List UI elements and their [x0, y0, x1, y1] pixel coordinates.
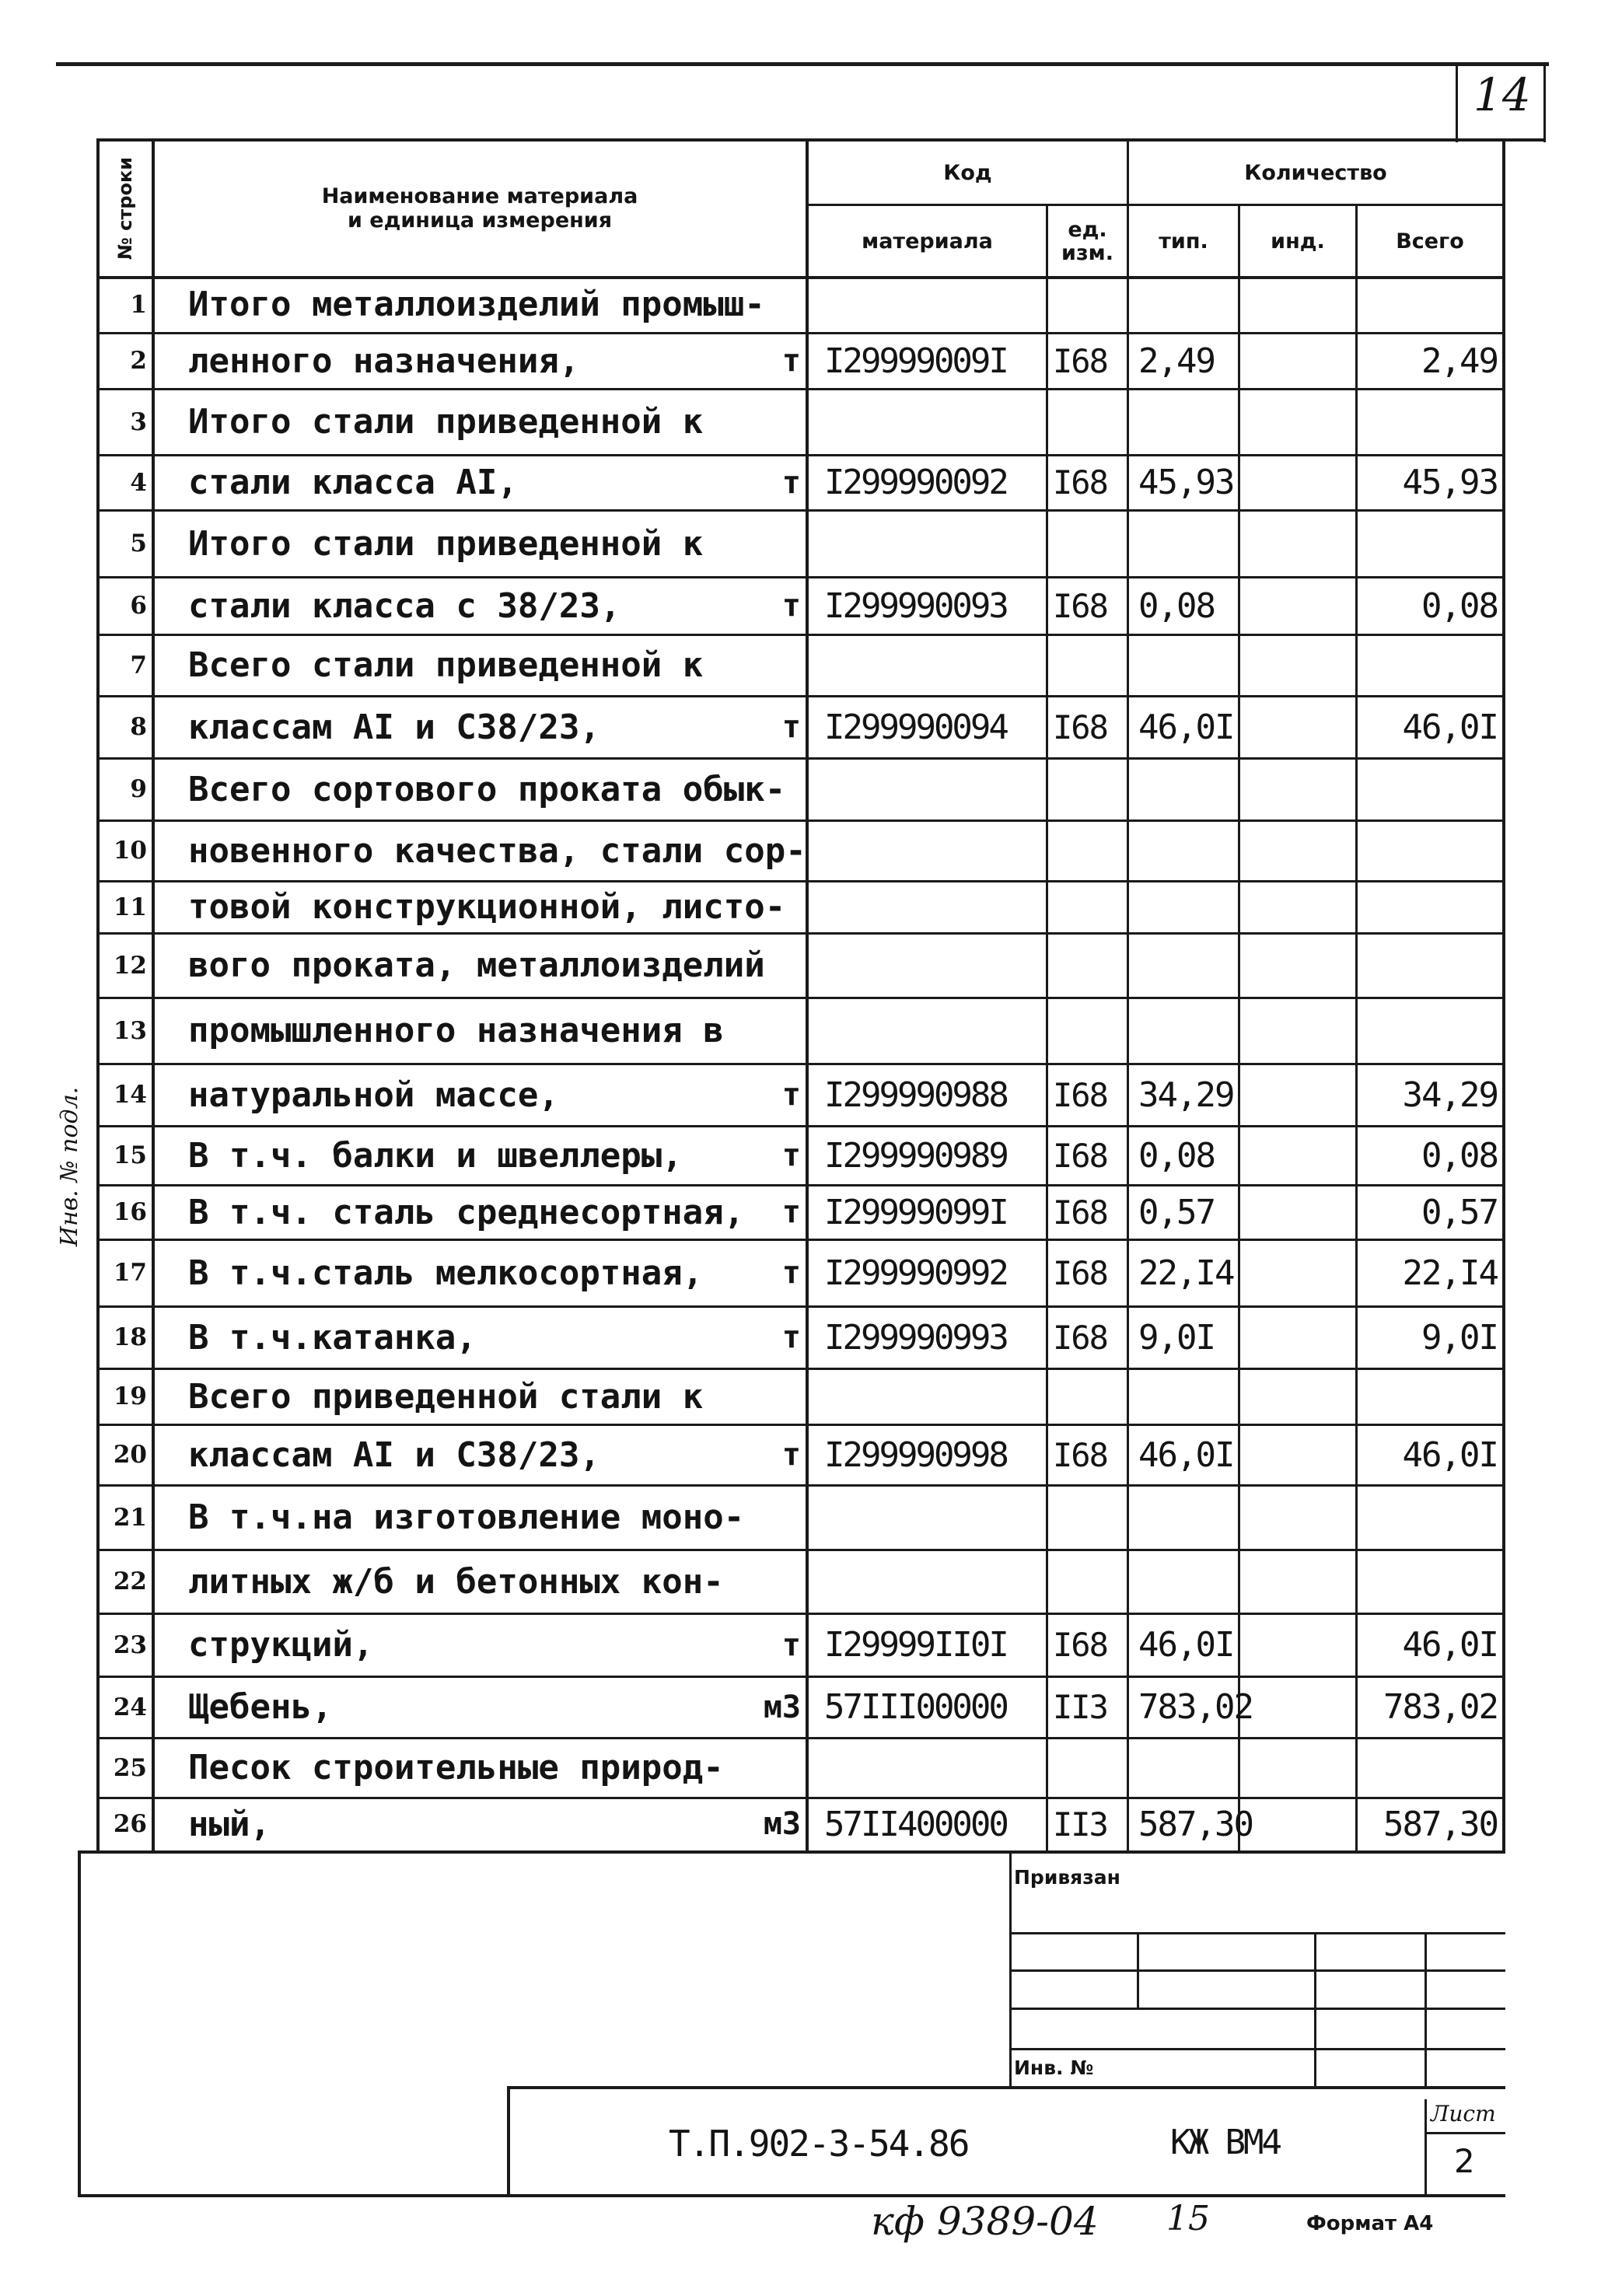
unit-code: II3 — [1053, 1688, 1107, 1726]
row-number: 25 — [113, 1753, 147, 1782]
material-name: классам AI и С38/23, — [188, 707, 600, 747]
sheet-number: 2 — [1454, 2142, 1475, 2180]
unit-label — [156, 510, 806, 577]
quantity-typ: 46,0I — [1138, 707, 1234, 747]
document-code: Т.П.902-3-54.86 — [669, 2123, 969, 2165]
quantity-ind — [1240, 333, 1360, 389]
qty-ind-header: инд. — [1271, 229, 1325, 253]
quantity-typ: 0,08 — [1138, 585, 1215, 626]
material-code — [809, 758, 1057, 820]
row-number: 7 — [130, 651, 147, 680]
quantity-typ — [1129, 1485, 1243, 1550]
quantity-ind — [1240, 1185, 1360, 1239]
quantity-total — [1358, 998, 1501, 1064]
unit-code: I68 — [1053, 708, 1107, 746]
inv-no-label: Инв. № — [1014, 2057, 1094, 2079]
unit-label — [156, 820, 806, 881]
unit-code — [1048, 998, 1127, 1064]
privyazan-label: Привязан — [1014, 1866, 1120, 1889]
material-name: ленного назначения, — [188, 341, 580, 381]
page-number: 14 — [1473, 68, 1531, 121]
quantity-total: 9,0I — [1421, 1317, 1498, 1358]
quantity-total: 22,I4 — [1402, 1253, 1498, 1293]
material-name: Щебень, — [188, 1687, 333, 1727]
code-unit-header: ед. изм. — [1061, 217, 1113, 265]
material-name: ный, — [188, 1804, 271, 1844]
unit-code: I68 — [1053, 1318, 1107, 1357]
quantity-total — [1358, 1738, 1501, 1798]
archive-number: кф 9389-04 — [871, 2199, 1099, 2244]
material-code: I299990988 — [824, 1075, 1007, 1115]
quantity-ind — [1240, 1064, 1360, 1126]
material-name: новенного качества, стали сор- — [188, 830, 806, 871]
material-name: вого проката, металлоизделий — [188, 945, 765, 985]
material-name-header: Наименование материала и единица измерения — [321, 184, 638, 232]
material-name: классам AI и С38/23, — [188, 1435, 600, 1475]
row-number: 1 — [130, 290, 147, 319]
material-code — [809, 634, 1057, 696]
material-code: I299990093 — [824, 585, 1007, 626]
unit-code — [1048, 820, 1127, 881]
unit-code — [1048, 634, 1127, 696]
material-code: I29999099I — [824, 1192, 1007, 1232]
material-name: Всего сортового проката обык- — [188, 769, 786, 809]
material-name: Итого стали приведенной к — [188, 402, 704, 442]
quantity-total — [1358, 1368, 1501, 1424]
quantity-total — [1358, 1550, 1501, 1613]
quantity-total — [1358, 1485, 1501, 1550]
unit-label — [156, 933, 806, 998]
material-name: Итого металлоизделий промыш- — [188, 285, 765, 324]
unit-label: т — [781, 1077, 801, 1113]
quantity-total — [1358, 933, 1501, 998]
quantity-ind — [1240, 1306, 1360, 1368]
quantity-typ: 22,I4 — [1138, 1253, 1234, 1293]
quantity-total: 46,0I — [1402, 707, 1498, 747]
quantity-total: 0,57 — [1421, 1192, 1498, 1232]
unit-code: I68 — [1053, 1075, 1107, 1114]
unit-label — [156, 1550, 806, 1613]
material-code: I299990092 — [824, 463, 1007, 502]
quantity-total — [1358, 820, 1501, 881]
row-number: 6 — [130, 592, 147, 620]
quantity-ind — [1240, 1424, 1360, 1485]
unit-label — [156, 998, 806, 1064]
unit-label: т — [781, 588, 801, 624]
quantity-total: 45,93 — [1402, 463, 1498, 502]
quantity-total: 2,49 — [1421, 341, 1498, 381]
material-code: I29999009I — [824, 341, 1007, 381]
code-header: Код — [943, 160, 992, 185]
unit-label — [156, 1368, 806, 1424]
material-name: стали класса AI, — [188, 463, 518, 502]
format-label: Формат А4 — [1306, 2212, 1434, 2235]
material-code: I299990993 — [824, 1317, 1007, 1358]
row-number: 13 — [113, 1016, 147, 1045]
row-number: 23 — [113, 1630, 147, 1659]
material-code: I299990989 — [824, 1135, 1007, 1176]
row-number: 19 — [113, 1382, 147, 1410]
unit-code: I68 — [1053, 1136, 1107, 1175]
quantity-total: 46,0I — [1402, 1625, 1498, 1665]
material-name: Песок строительные природ- — [188, 1748, 724, 1788]
quantity-typ: 34,29 — [1138, 1075, 1234, 1115]
qty-typ-header: тип. — [1159, 229, 1208, 253]
unit-label: т — [781, 1437, 801, 1473]
quantity-typ — [1129, 510, 1243, 577]
material-name: натуральной массе, — [188, 1075, 559, 1115]
row-number: 5 — [130, 529, 147, 557]
material-name: Всего приведенной стали к — [188, 1376, 704, 1417]
quantity-ind — [1240, 577, 1360, 634]
quantity-typ — [1129, 1368, 1243, 1424]
unit-code — [1048, 881, 1127, 933]
unit-code — [1048, 389, 1127, 455]
row-number: 11 — [113, 893, 147, 921]
code-material-header: материала — [862, 229, 993, 253]
unit-label: м3 — [763, 1689, 801, 1725]
material-code: I299990992 — [824, 1253, 1007, 1293]
material-code: 57III00000 — [824, 1687, 1007, 1727]
quantity-ind — [1240, 276, 1360, 333]
unit-label: т — [781, 1194, 801, 1230]
material-name: В т.ч.на изготовление моно- — [188, 1497, 745, 1537]
quantity-typ: 0,08 — [1138, 1135, 1215, 1176]
quantity-ind — [1240, 1738, 1360, 1798]
material-name: В т.ч.катанка, — [188, 1317, 477, 1358]
quantity-total: 0,08 — [1421, 585, 1498, 626]
row-number: 16 — [113, 1198, 147, 1226]
row-number: 2 — [130, 347, 147, 375]
quantity-typ: 46,0I — [1138, 1625, 1234, 1665]
quantity-ind — [1240, 389, 1360, 455]
row-number: 24 — [113, 1693, 147, 1721]
quantity-ind — [1240, 510, 1360, 577]
unit-code — [1048, 1368, 1127, 1424]
quantity-typ — [1129, 998, 1243, 1064]
unit-label — [156, 389, 806, 455]
unit-code: I68 — [1053, 1193, 1107, 1232]
quantity-total — [1358, 758, 1501, 820]
material-name: товой конструкционной, листо- — [188, 887, 786, 927]
material-name: В т.ч. балки и швеллеры, — [188, 1135, 683, 1176]
quantity-ind — [1240, 1676, 1360, 1738]
quantity-typ — [1129, 276, 1243, 333]
quantity-typ: 783,02 — [1138, 1687, 1253, 1727]
qty-total-header: Всего — [1396, 229, 1464, 253]
quantity-ind — [1240, 820, 1360, 881]
material-code — [809, 1550, 1057, 1613]
quantity-typ: 46,0I — [1138, 1435, 1234, 1475]
quantity-typ: 0,57 — [1138, 1192, 1215, 1232]
unit-label — [156, 1485, 806, 1550]
material-code — [809, 881, 1057, 933]
quantity-typ — [1129, 933, 1243, 998]
quantity-typ: 9,0I — [1138, 1317, 1215, 1358]
material-code — [809, 1368, 1057, 1424]
quantity-ind — [1240, 933, 1360, 998]
quantity-ind — [1240, 758, 1360, 820]
unit-code: I68 — [1053, 586, 1107, 625]
quantity-ind — [1240, 998, 1360, 1064]
quantity-ind — [1240, 1798, 1360, 1850]
material-code: I299990094 — [824, 707, 1007, 747]
material-code: I299990998 — [824, 1435, 1007, 1475]
unit-label — [156, 276, 806, 333]
material-code: I29999II0I — [824, 1625, 1007, 1665]
quantity-typ — [1129, 758, 1243, 820]
material-code — [809, 510, 1057, 577]
row-number: 12 — [113, 951, 147, 980]
material-code — [809, 276, 1057, 333]
unit-label — [156, 758, 806, 820]
material-code — [809, 1738, 1057, 1798]
quantity-total: 34,29 — [1402, 1075, 1498, 1115]
row-number: 3 — [130, 407, 147, 436]
quantity-total — [1358, 389, 1501, 455]
unit-label: т — [781, 1138, 801, 1173]
material-name: промышленного назначения в — [188, 1011, 724, 1050]
material-name: В т.ч.сталь мелкосортная, — [188, 1253, 704, 1293]
quantity-total — [1358, 634, 1501, 696]
row-number: 21 — [113, 1503, 147, 1532]
quantity-ind — [1240, 1368, 1360, 1424]
quantity-typ: 587,30 — [1138, 1804, 1253, 1844]
quantity-total — [1358, 276, 1501, 333]
unit-label: т — [781, 1255, 801, 1291]
quantity-typ — [1129, 1550, 1243, 1613]
material-name: Всего стали приведенной к — [188, 645, 704, 685]
unit-code — [1048, 510, 1127, 577]
quantity-total — [1358, 881, 1501, 933]
quantity-total: 587,30 — [1383, 1804, 1498, 1844]
quantity-typ — [1129, 1738, 1243, 1798]
material-code — [809, 389, 1057, 455]
row-number: 20 — [113, 1441, 147, 1469]
unit-code: I68 — [1053, 463, 1107, 501]
unit-code — [1048, 276, 1127, 333]
quantity-total: 0,08 — [1421, 1135, 1498, 1176]
unit-code — [1048, 758, 1127, 820]
row-number: 4 — [130, 468, 147, 497]
material-name: литных ж/б и бетонных кон- — [188, 1561, 724, 1602]
unit-label — [156, 634, 806, 696]
side-stamp: Инв. № подл. — [56, 1086, 84, 1246]
unit-label: т — [781, 464, 801, 501]
row-number: 9 — [130, 775, 147, 803]
unit-code — [1048, 1738, 1127, 1798]
row-number: 26 — [113, 1810, 147, 1838]
quantity-ind — [1240, 696, 1360, 758]
unit-label — [156, 1738, 806, 1798]
quantity-ind — [1240, 881, 1360, 933]
unit-code: I68 — [1053, 341, 1107, 380]
quantity-typ — [1129, 389, 1243, 455]
material-code: 57II400000 — [824, 1804, 1007, 1844]
unit-code: II3 — [1053, 1805, 1107, 1843]
quantity-ind — [1240, 1239, 1360, 1306]
unit-code — [1048, 1485, 1127, 1550]
row-number: 14 — [113, 1081, 147, 1109]
material-name: В т.ч. сталь среднесортная, — [188, 1192, 745, 1232]
unit-label: т — [781, 1319, 801, 1355]
quantity-header: Количество — [1244, 160, 1387, 185]
unit-code — [1048, 1550, 1127, 1613]
unit-label: т — [781, 709, 801, 745]
quantity-ind — [1240, 1550, 1360, 1613]
quantity-total: 783,02 — [1383, 1687, 1498, 1727]
row-no-header: № строки — [114, 156, 137, 260]
unit-label: м3 — [763, 1806, 801, 1842]
unit-code: I68 — [1053, 1435, 1107, 1474]
unit-label: т — [781, 1627, 801, 1663]
material-name: стали класса с 38/23, — [188, 585, 621, 626]
quantity-total: 46,0I — [1402, 1435, 1498, 1475]
material-name: струкций, — [188, 1625, 374, 1665]
quantity-ind — [1240, 1485, 1360, 1550]
material-code — [809, 998, 1057, 1064]
row-number: 17 — [113, 1259, 147, 1287]
quantity-ind — [1240, 455, 1360, 510]
quantity-typ: 45,93 — [1138, 463, 1234, 502]
quantity-ind — [1240, 1126, 1360, 1185]
document-mark: КЖ ВМ4 — [1170, 2123, 1280, 2162]
unit-code: I68 — [1053, 1626, 1107, 1664]
unit-code — [1048, 933, 1127, 998]
quantity-typ — [1129, 820, 1243, 881]
unit-label — [156, 881, 806, 933]
quantity-typ — [1129, 634, 1243, 696]
quantity-total — [1358, 510, 1501, 577]
row-number: 18 — [113, 1323, 147, 1351]
archive-subnumber: 15 — [1166, 2199, 1210, 2238]
row-number: 10 — [113, 837, 147, 865]
quantity-ind — [1240, 634, 1360, 696]
quantity-ind — [1240, 1613, 1360, 1676]
material-name: Итого стали приведенной к — [188, 523, 704, 564]
quantity-typ — [1129, 881, 1243, 933]
row-number: 22 — [113, 1567, 147, 1595]
unit-label: т — [781, 343, 801, 379]
material-code — [809, 1485, 1057, 1550]
material-code — [809, 933, 1057, 998]
quantity-typ: 2,49 — [1138, 341, 1215, 381]
row-number: 15 — [113, 1141, 147, 1169]
unit-code: I68 — [1053, 1253, 1107, 1292]
row-number: 8 — [130, 713, 147, 741]
sheet-label: Лист — [1431, 2101, 1496, 2127]
material-code — [809, 820, 1057, 881]
